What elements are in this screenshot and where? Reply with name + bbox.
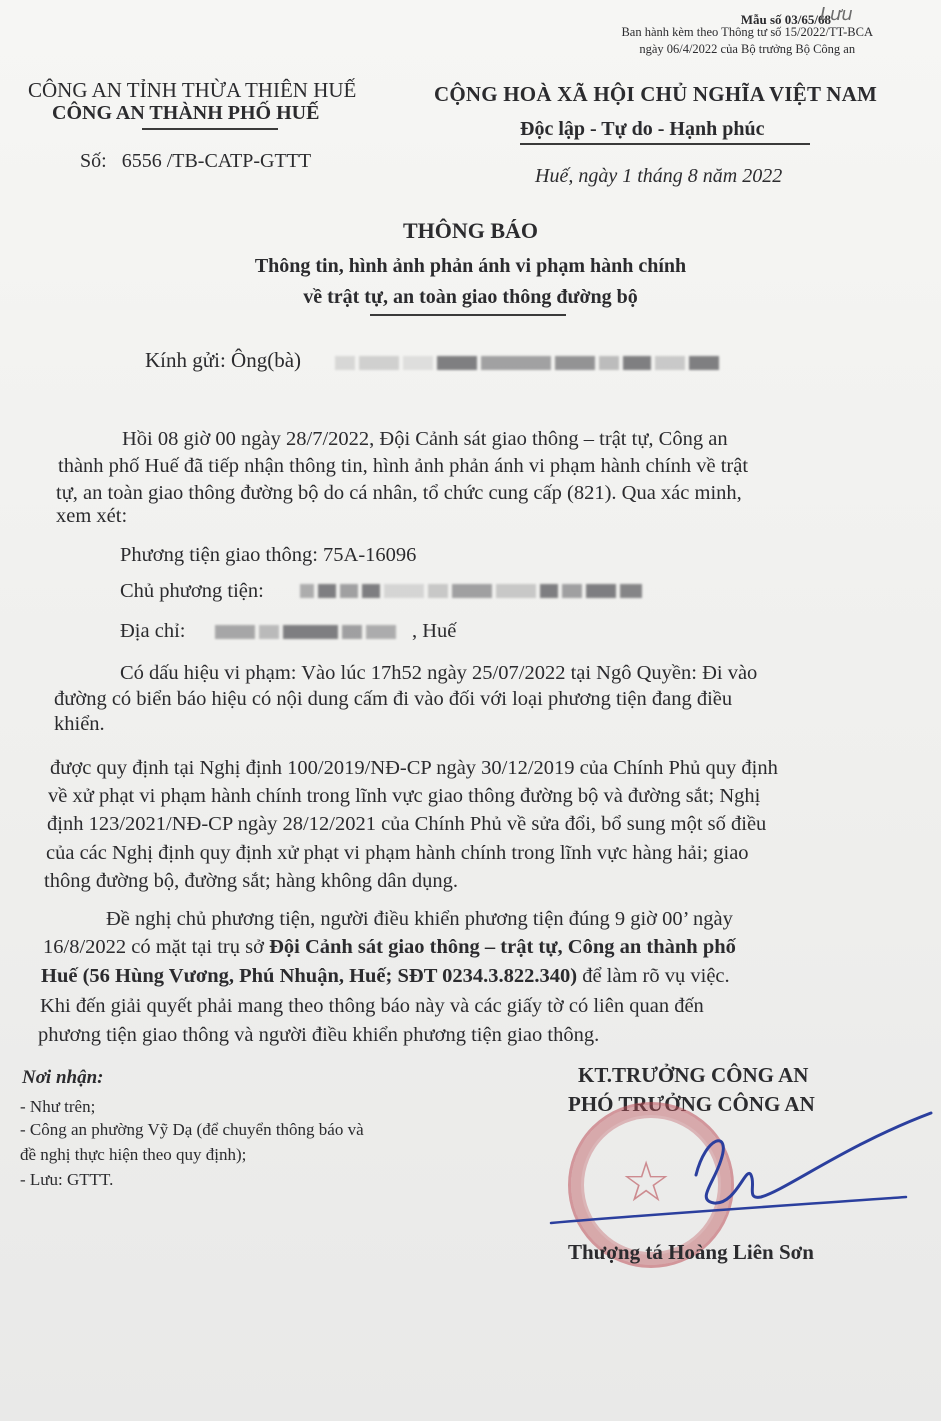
request-line3-plain: để làm rõ vụ việc. [582, 965, 730, 987]
signer-name: Thượng tá Hoàng Liên Sơn [568, 1240, 814, 1264]
agency-underline [142, 128, 278, 130]
legal-line4: của các Nghị định quy định xử phạt vi phạm hành chính trong lĩnh vực hàng hải; giao [46, 842, 749, 864]
recipients-item3: - Lưu: GTTT. [20, 1170, 114, 1189]
signature-title-line2: PHÓ TRƯỞNG CÔNG AN [568, 1092, 815, 1116]
para1-line3: tự, an toàn giao thông đường bộ do cá nhân, tổ chức cung cấp (821). Qua xác minh, [56, 482, 742, 504]
request-line4: Khi đến giải quyết phải mang theo thông báo này và các giấy tờ có liên quan đến [40, 995, 704, 1017]
form-reference-line2: ngày 06/4/2022 của Bộ trưởng Bộ Công an [639, 42, 856, 56]
violation-line1: Có dấu hiệu vi phạm: Vào lúc 17h52 ngày 25/07/2022 tại Ngô Quyền: Đi vào [120, 662, 758, 684]
recipients-item2-line2: đề nghị thực hiện theo quy định); [20, 1145, 247, 1164]
recipients-item2-line1: - Công an phường Vỹ Dạ (để chuyển thông báo và [20, 1120, 364, 1139]
legal-line5: thông đường bộ, đường sắt; hàng không dân dụng. [44, 870, 459, 892]
request-line5: phương tiện giao thông và người điều khiển phương tiện giao thông. [38, 1024, 600, 1046]
para1-line4: xem xét: [56, 505, 128, 527]
document-number-value: 6556 /TB-CATP-GTTT [121, 150, 312, 172]
request-line2-plain: 16/8/2022 có mặt tại trụ sở [43, 936, 264, 958]
document-number [80, 150, 311, 173]
title-underline [370, 314, 566, 316]
recipients-item1: - Như trên; [20, 1097, 96, 1116]
form-number: Mẫu số 03/65/68 [740, 12, 831, 27]
legal-line2: về xử phạt vi phạm hành chính trong lĩnh vực giao thông đường bộ và đường sắt; Nghị [48, 785, 761, 807]
redacted-recipient-name [335, 356, 815, 372]
violation-line3: khiển. [54, 713, 105, 735]
motto-underline [520, 143, 810, 145]
para1-line1: Hồi 08 giờ 00 ngày 28/7/2022, Đội Cảnh sát giao thông – trật tự, Công an [122, 428, 728, 450]
handwritten-signature [546, 1105, 936, 1235]
violation-line2: đường có biển báo hiệu có nội dung cấm đi vào đối với loại phương tiện đang điều [54, 688, 733, 710]
recipients-heading: Nơi nhận: [22, 1067, 104, 1088]
request-line3 [41, 965, 730, 988]
signature-title-line1: KT.TRƯỞNG CÔNG AN [578, 1063, 809, 1087]
form-reference [621, 24, 873, 58]
republic-motto: Độc lập - Tự do - Hạnh phúc [520, 118, 765, 140]
redacted-address [215, 625, 411, 641]
margin-note: Lưu [820, 4, 853, 25]
owner-label: Chủ phương tiện: [120, 580, 264, 602]
request-line3-bold: Huế (56 Hùng Vương, Phú Nhuận, Huế; SĐT 0234.3.822.340) [41, 965, 578, 987]
seal-star-icon: ☆ [621, 1150, 672, 1215]
address-suffix: , Huế [412, 620, 457, 642]
recipient-label: Kính gửi: Ông(bà) [145, 348, 302, 372]
document-subtitle-line1: Thông tin, hình ảnh phản ánh vi phạm hành chính [254, 255, 687, 277]
agency-line2: CÔNG AN THÀNH PHỐ HUẾ [52, 102, 320, 124]
para1-line2: thành phố Huế đã tiếp nhận thông tin, hình ảnh phản ánh vi phạm hành chính về trật [58, 455, 749, 477]
request-line1: Đề nghị chủ phương tiện, người điều khiển phương tiện đúng 9 giờ 00’ ngày [106, 908, 733, 930]
request-line2-bold: Đội Cảnh sát giao thông – trật tự, Công an thành phố [269, 936, 736, 958]
document-title: THÔNG BÁO [402, 218, 539, 243]
republic-title: CỘNG HOÀ XÃ HỘI CHỦ NGHĨA VIỆT NAM [434, 82, 877, 106]
form-reference-line1: Ban hành kèm theo Thông tư số 15/2022/TT-BCA [621, 25, 873, 39]
place-date: Huế, ngày 1 tháng 8 năm 2022 [535, 165, 783, 187]
legal-line3: định 123/2021/NĐ-CP ngày 28/12/2021 của Chính Phủ về sửa đổi, bổ sung một số điều [47, 813, 767, 835]
agency-line1: CÔNG AN TỈNH THỪA THIÊN HUẾ [28, 78, 357, 102]
request-line2 [43, 936, 736, 959]
vehicle-plate: Phương tiện giao thông: 75A-16096 [120, 544, 417, 566]
legal-line1: được quy định tại Nghị định 100/2019/NĐ-CP ngày 30/12/2019 của Chính Phủ quy định [50, 757, 778, 779]
document-subtitle-line2: về trật tự, an toàn giao thông đường bộ [303, 286, 638, 308]
document-number-label: Số: [80, 150, 107, 172]
redacted-owner-name [300, 584, 800, 600]
address-label: Địa chỉ: [120, 620, 186, 642]
